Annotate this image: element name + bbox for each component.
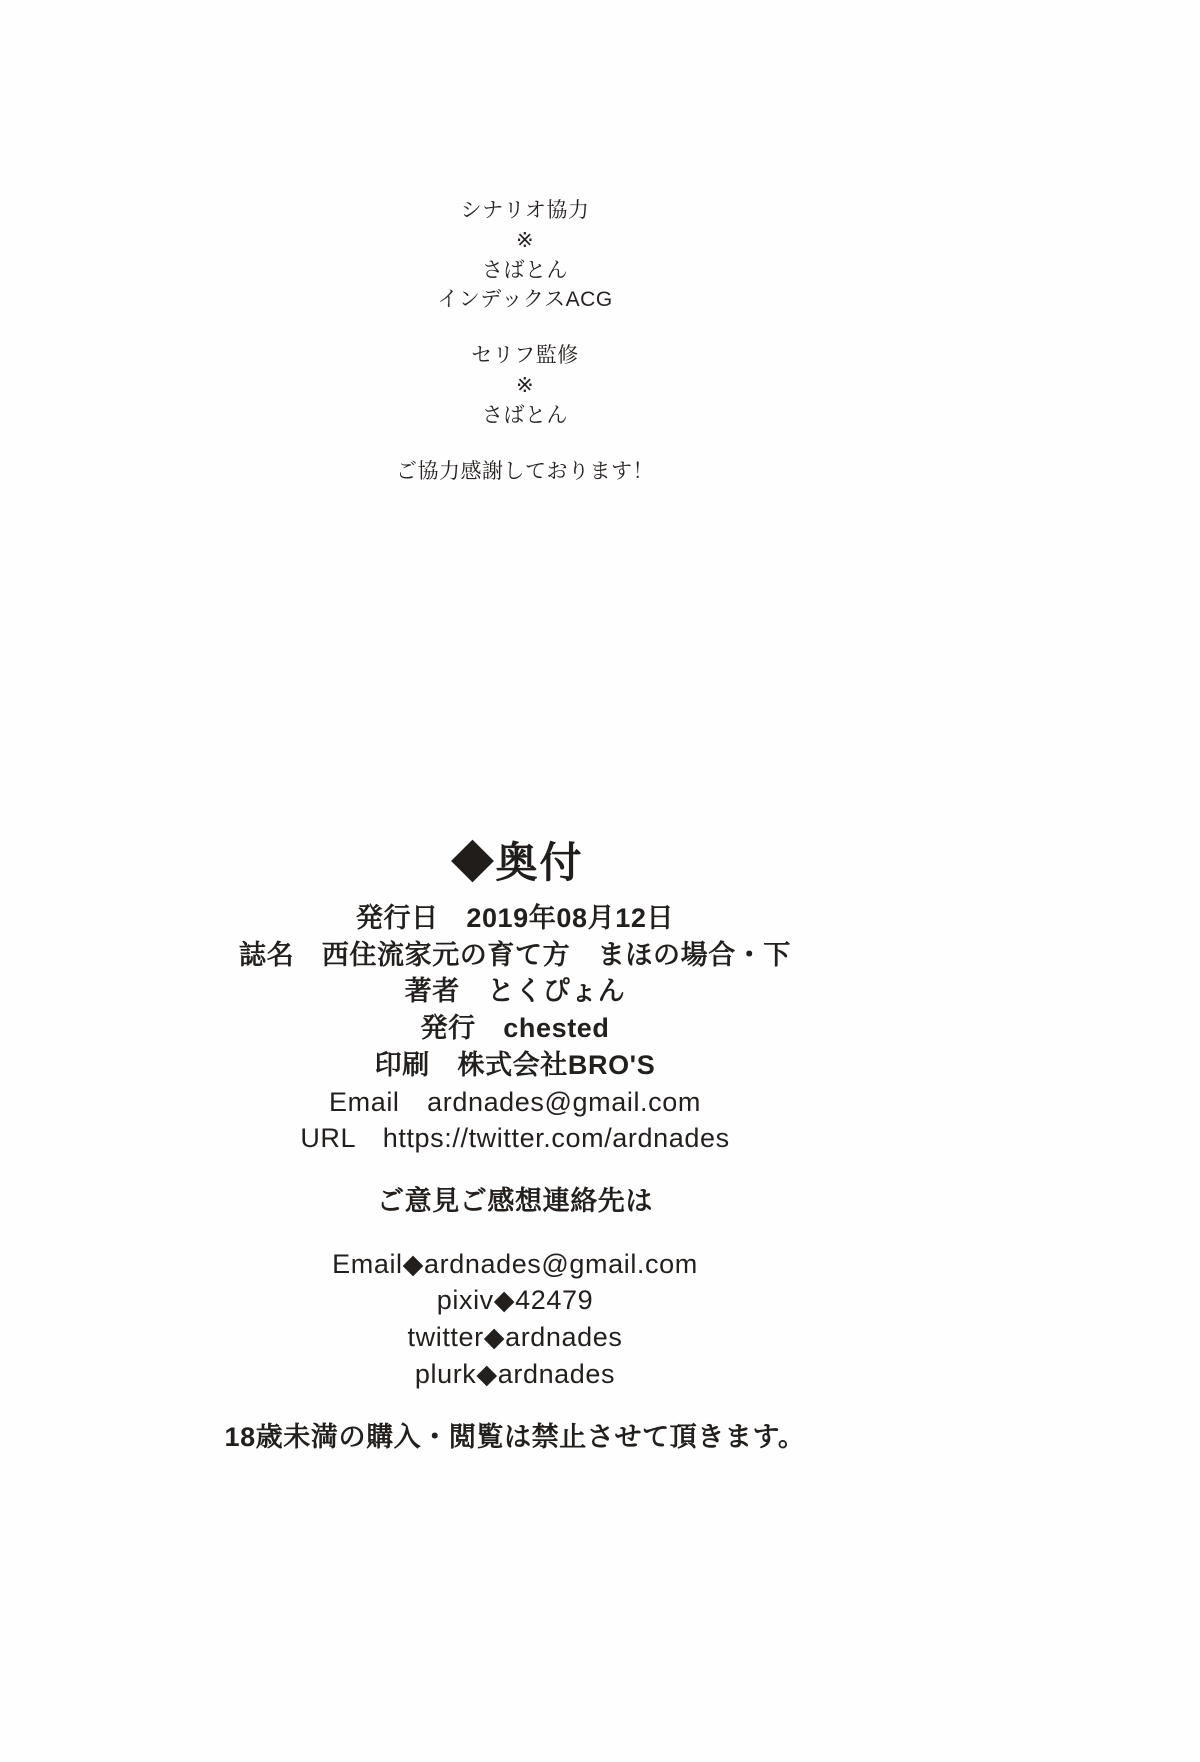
colophon-contact-heading: ご意見ご感想連絡先は — [377, 1186, 653, 1217]
colophon-author: 著者 とくぴょん — [404, 976, 626, 1007]
colophon-publisher: 発行 chested — [420, 1013, 610, 1044]
colophon-spacer-2 — [0, 1220, 1030, 1246]
credits-line-thanks: ご協力感謝しております！ — [396, 459, 654, 483]
credits-line-scenario-heading: シナリオ協力 — [460, 199, 590, 222]
colophon-url: URL https://twitter.com/ardnades — [300, 1123, 730, 1154]
colophon-spacer-1 — [0, 1157, 1030, 1183]
credits-line-dialogue-heading: セリフ監修 — [471, 344, 579, 368]
credits-block — [0, 196, 1050, 487]
colophon-contact-pixiv: pixiv◆42479 — [436, 1285, 594, 1316]
colophon-block — [0, 900, 1030, 1455]
colophon-contact-plurk: plurk◆ardnades — [414, 1358, 616, 1389]
colophon-publication-date: 発行日 2019年08月12日 — [355, 903, 675, 933]
age-restriction-notice: 18歳未満の購入・閲覧は禁止させて頂きます。 — [224, 1421, 806, 1452]
colophon-contact-email: Email◆ardnades@gmail.com — [332, 1248, 698, 1279]
colophon-spacer-3 — [0, 1393, 1030, 1419]
credits-line-sabaton-1: さばとん — [482, 258, 568, 282]
colophon-printer: 印刷 株式会社BRO'S — [374, 1049, 656, 1080]
credits-line-separator-2: ※ — [515, 374, 535, 398]
colophon-contact-twitter: twitter◆ardnades — [407, 1322, 623, 1353]
colophon-heading: ◆奥付 — [451, 839, 584, 886]
credits-spacer-2 — [0, 431, 1050, 457]
credits-line-index-acg: インデックスACG — [437, 288, 613, 312]
colophon-email: Email ardnades@gmail.com — [329, 1086, 701, 1117]
colophon-title: 誌名 西住流家元の育て方 まほの場合・下 — [239, 939, 791, 970]
credits-line-separator-1: ※ — [515, 228, 535, 252]
credits-line-sabaton-2: さばとん — [482, 403, 568, 427]
credits-spacer-1 — [0, 315, 1050, 341]
